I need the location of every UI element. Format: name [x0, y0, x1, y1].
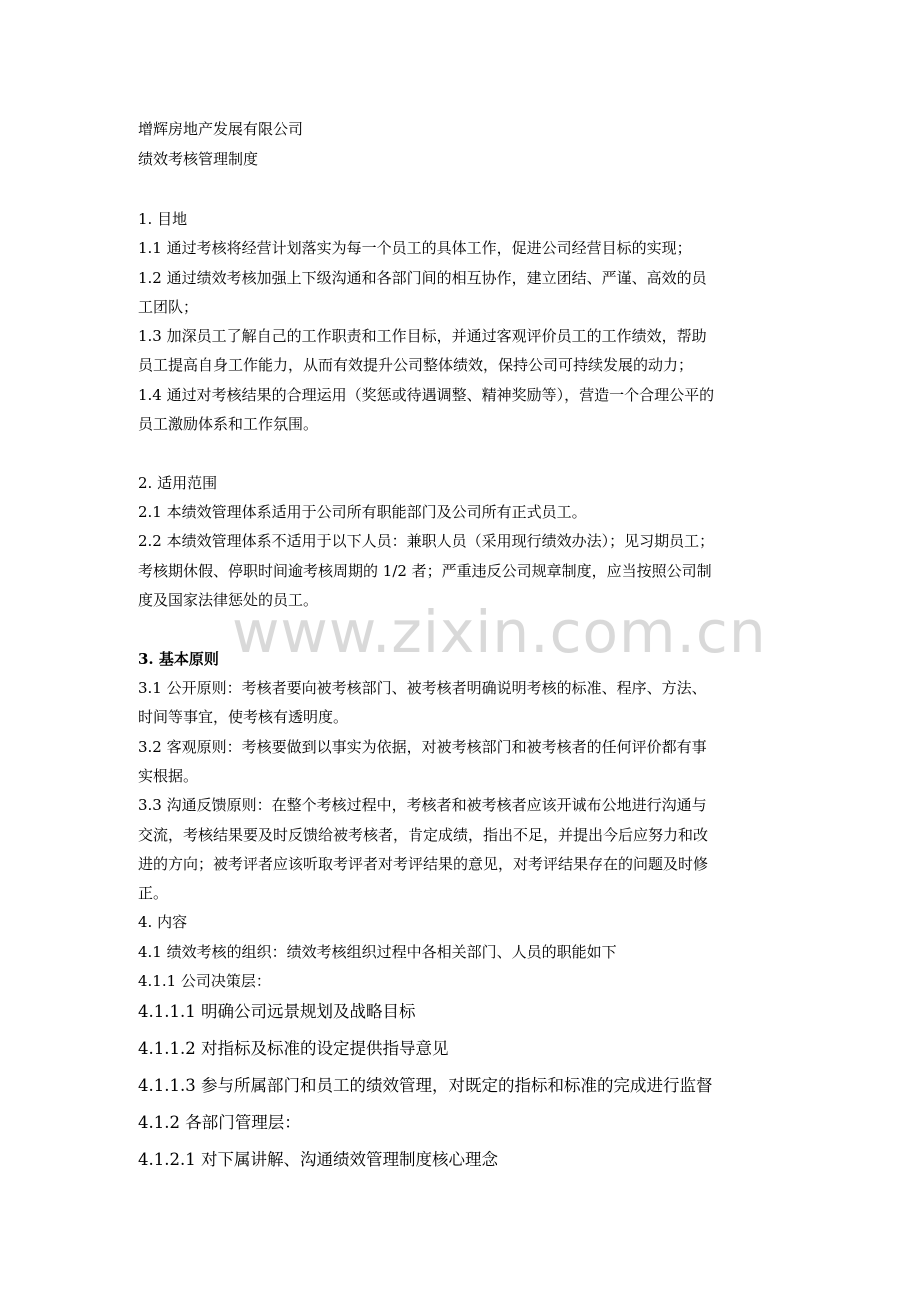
paragraph-line: 正。: [138, 884, 169, 902]
paragraph-line: 3.3 沟通反馈原则：在整个考核过程中，考核者和被考核者应该开诚布公地进行沟通与: [138, 796, 707, 814]
company-name: 增辉房地产发展有限公司: [138, 120, 304, 138]
paragraph-line: 2.1 本绩效管理体系适用于公司所有职能部门及公司所有正式员工。: [138, 503, 587, 521]
paragraph-line: 时间等事宜，使考核有透明度。: [138, 708, 349, 726]
paragraph-line: 工团队；: [138, 298, 199, 316]
section-heading-1: 1. 目地: [138, 210, 188, 228]
paragraph-line: 4.1.1.3 参与所属部门和员工的绩效管理，对既定的指标和标准的完成进行监督: [138, 1076, 713, 1095]
paragraph-line: 进的方向；被考评者应该听取考评者对考评结果的意见，对考评结果存在的问题及时修: [138, 855, 709, 873]
paragraph-line: 1.4 通过对考核结果的合理运用（奖惩或待遇调整、精神奖励等），营造一个合理公平的: [138, 386, 715, 404]
paragraph-line: 4.1.2 各部门管理层：: [138, 1113, 301, 1132]
paragraph-line: 4.1.1.1 明确公司远景规划及战略目标: [138, 1002, 416, 1021]
paragraph-line: 4.1 绩效考核的组织：绩效考核组织过程中各相关部门、人员的职能如下: [138, 943, 617, 961]
section-heading-4: 4. 内容: [138, 913, 188, 931]
section-heading-3: 3. 基本原则: [138, 650, 219, 668]
paragraph-line: 3.1 公开原则：考核者要向被考核部门、被考核者明确说明考核的标准、程序、方法、: [138, 679, 707, 697]
paragraph-line: 4.1.2.1 对下属讲解、沟通绩效管理制度核心理念: [138, 1150, 498, 1169]
paragraph-line: 度及国家法律惩处的员工。: [138, 591, 319, 609]
paragraph-line: 交流，考核结果要及时反馈给被考核者，肯定成绩，指出不足，并提出今后应努力和改: [138, 826, 709, 844]
paragraph-line: 1.1 通过考核将经营计划落实为每一个员工的具体工作，促进公司经营目标的实现；: [138, 239, 692, 257]
paragraph-line: 3.2 客观原则：考核要做到以事实为依据，对被考核部门和被考核者的任何评价都有事: [138, 738, 707, 756]
paragraph-line: 1.3 加深员工了解自己的工作职责和工作目标，并通过客观评价员工的工作绩效，帮助: [138, 327, 707, 345]
paragraph-line: 员工提高自身工作能力，从而有效提升公司整体绩效，保持公司可持续发展的动力；: [138, 356, 694, 374]
paragraph-line: 员工激励体系和工作氛围。: [138, 415, 319, 433]
paragraph-line: 2.2 本绩效管理体系不适用于以下人员：兼职人员（采用现行绩效办法）；见习期员工；: [138, 532, 715, 550]
watermark: www.zixin.com.cn: [232, 598, 767, 666]
paragraph-line: 考核期休假、停职时间逾考核周期的 1/2 者；严重违反公司规章制度，应当按照公司制: [138, 562, 712, 580]
section-heading-2: 2. 适用范围: [138, 474, 218, 492]
paragraph-line: 实根据。: [138, 767, 199, 785]
paragraph-line: 4.1.1 公司决策层：: [138, 972, 271, 990]
paragraph-line: 1.2 通过绩效考核加强上下级沟通和各部门间的相互协作，建立团结、严谨、高效的员: [138, 269, 707, 287]
document-title: 绩效考核管理制度: [138, 150, 259, 168]
paragraph-line: 4.1.1.2 对指标及标准的设定提供指导意见: [138, 1039, 449, 1058]
